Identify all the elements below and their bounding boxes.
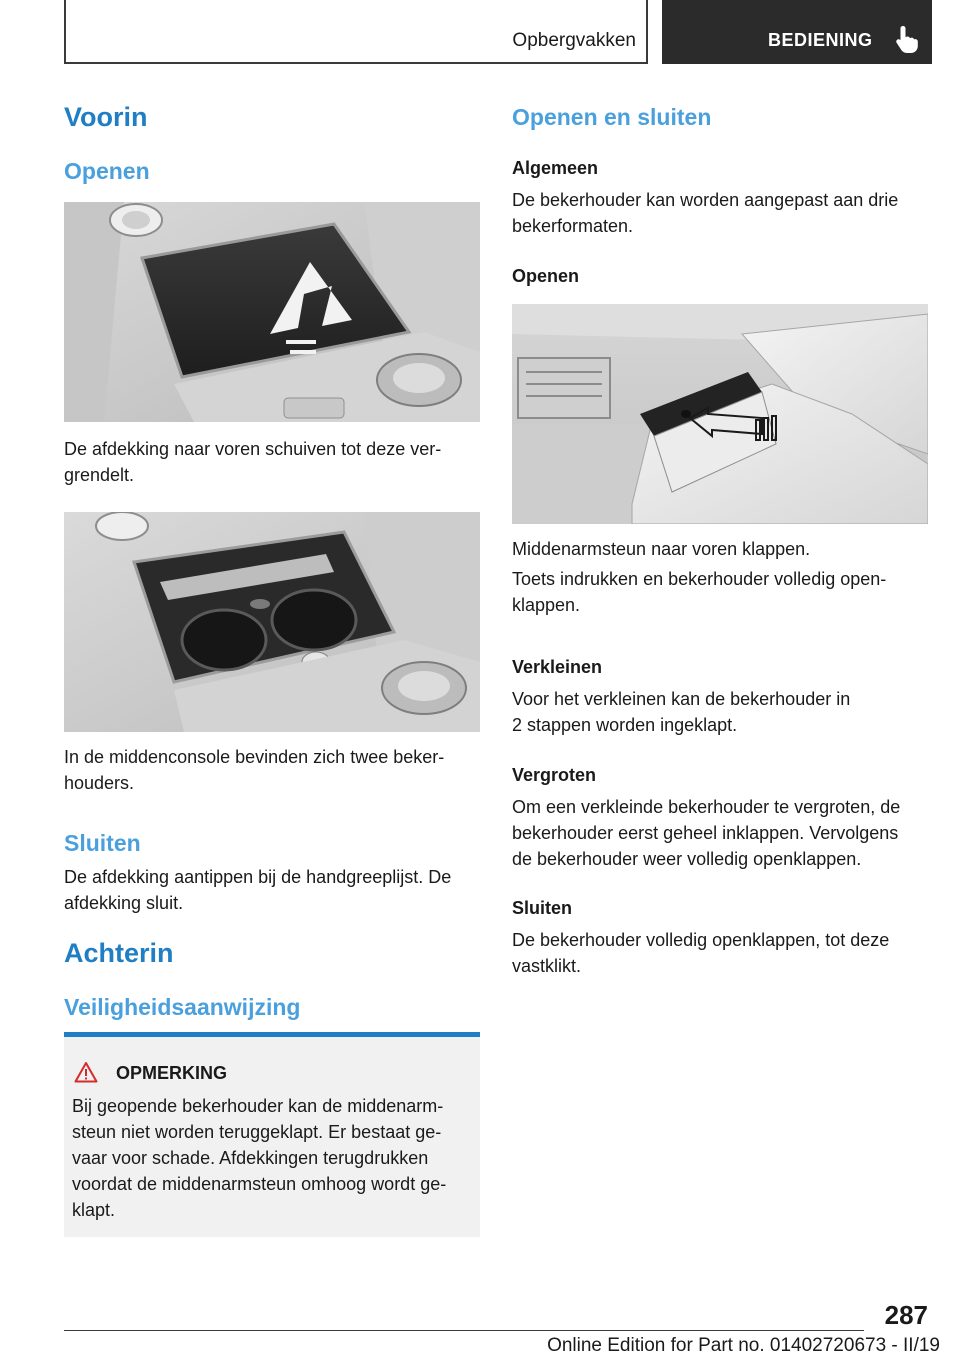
heading-openen-rear: Openen: [512, 266, 580, 286]
text-sluiten-rear: De bekerhouder volledig openklappen, tot deze vastklikt.: [512, 930, 890, 976]
warning-text: Bij geopende bekerhouder kan de middenarm- steun niet worden teruggeklapt. Er bestaat ge- vaar voor schade. Afdekkingen terugdrukken voordat de middenarmsteun omhoog wordt ge- klapt.: [72, 1096, 447, 1220]
header-section-title: Opbergvakken: [512, 30, 636, 51]
footer-edition: Online Edition for Part no. 01402720673 - II/19: [547, 1335, 940, 1356]
text-verkleinen: Voor het verkleinen kan de bekerhouder in 2 stappen worden ingeklapt.: [512, 689, 851, 735]
heading-verkleinen: Verkleinen: [512, 657, 603, 677]
heading-openen: Openen: [64, 158, 150, 184]
caption-two-cupholders: In de middenconsole bevinden zich twee beker- houders.: [64, 747, 445, 793]
photo-front-console-cover: [64, 202, 480, 422]
warning-title: OPMERKING: [116, 1063, 228, 1083]
heading-sluiten-rear: Sluiten: [512, 898, 573, 918]
heading-openen-en-sluiten: Openen en sluiten: [512, 104, 712, 130]
photo-rear-armrest: [512, 304, 928, 524]
caption-slide-cover: De afdekking naar voren schuiven tot deze ver- grendelt.: [64, 439, 442, 485]
heading-sluiten-front: Sluiten: [64, 830, 141, 856]
caption-armrest-forward: Middenarmsteun naar voren klappen.: [512, 539, 811, 559]
warning-triangle-icon: [74, 1061, 98, 1083]
heading-algemeen: Algemeen: [512, 158, 599, 178]
text-vergroten: Om een verkleinde bekerhouder te vergroten, de bekerhouder eerst geheel inklappen. Vervolgens de bekerhouder weer volledig openklappen.: [512, 797, 901, 869]
text-algemeen: De bekerhouder kan worden aangepast aan drie bekerformaten.: [512, 190, 899, 236]
heading-veiligheidsaanwijzing: Veiligheidsaanwijzing: [64, 994, 301, 1020]
photo-front-cupholders: [64, 512, 480, 732]
heading-achterin: Achterin: [64, 938, 174, 968]
heading-vergroten: Vergroten: [512, 765, 597, 785]
header-rule-bottom: [64, 62, 648, 64]
text-sluiten-front: De afdekking aantippen bij de handgreeplijst. De afdekking sluit.: [64, 867, 452, 913]
page-number: 287: [884, 1300, 928, 1330]
footer-rule: [64, 1330, 864, 1331]
warning-box: [64, 1037, 480, 1237]
header-chapter-tab[interactable]: [662, 0, 932, 64]
header-rule-divider: [646, 0, 648, 64]
text-press-button: Toets indrukken en bekerhouder volledig open- klappen.: [512, 569, 887, 615]
heading-voorin: Voorin: [64, 102, 148, 132]
header-rule-left: [64, 0, 66, 64]
pointing-hand-icon: [894, 24, 920, 54]
header-chapter-label: BEDIENING: [768, 30, 873, 50]
